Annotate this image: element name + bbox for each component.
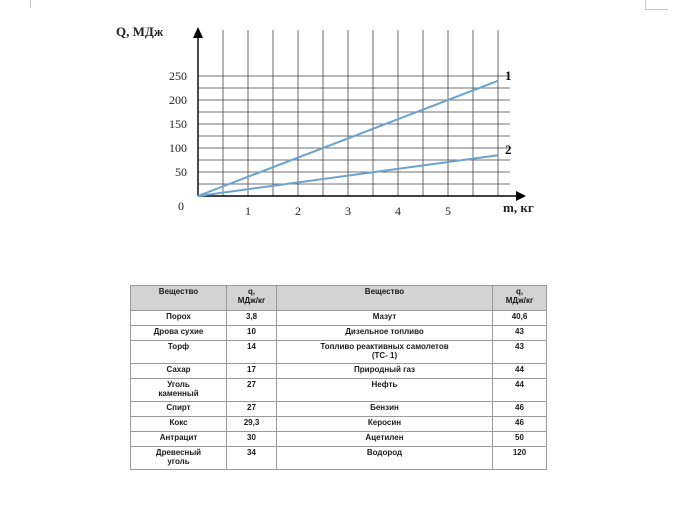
substance-cell: Дрова сухие: [131, 326, 227, 341]
substance-cell: Керосин: [277, 417, 493, 432]
q-cell: 29,3: [227, 417, 277, 432]
substance-cell: Мазут: [277, 311, 493, 326]
y-tick-label: 150: [169, 117, 187, 131]
x-tick-label: 2: [295, 204, 301, 218]
header-substance-2: Вещество: [277, 286, 493, 311]
x-tick-label: 3: [345, 204, 351, 218]
substance-cell: Торф: [131, 341, 227, 364]
table-row: [131, 417, 547, 432]
y-tick-label: 200: [169, 93, 187, 107]
origin-label: 0: [178, 199, 184, 213]
table-row: [131, 341, 547, 364]
q-cell: 3,8: [227, 311, 277, 326]
heat-of-combustion-table-wrapper: [130, 285, 546, 470]
y-tick-label: 250: [169, 69, 187, 83]
table-row: [131, 432, 547, 447]
table-body: [131, 311, 547, 470]
q-cell: 10: [227, 326, 277, 341]
header-q-1: q, МДж/кг: [227, 286, 277, 311]
table-row: [131, 326, 547, 341]
q-cell: 40,6: [493, 311, 547, 326]
substance-cell: Спирт: [131, 402, 227, 417]
substance-cell: Топливо реактивных самолетов (ТС- 1): [277, 341, 493, 364]
x-axis-label: m, кг: [503, 200, 534, 215]
y-axis-arrow-icon: [193, 27, 203, 38]
y-tick-label: 100: [169, 141, 187, 155]
x-tick-label: 5: [445, 204, 451, 218]
table-row: [131, 311, 547, 326]
substance-cell: Кокс: [131, 417, 227, 432]
header-q-2: q, МДж/кг: [493, 286, 547, 311]
q-cell: 27: [227, 379, 277, 402]
heat-of-combustion-table: [130, 285, 547, 470]
substance-cell: Водород: [277, 447, 493, 470]
substance-cell: Уголь каменный: [131, 379, 227, 402]
chart-grid: [198, 30, 510, 196]
substance-cell: Ацетилен: [277, 432, 493, 447]
substance-cell: Бензин: [277, 402, 493, 417]
q-cell: 14: [227, 341, 277, 364]
series-label-1: 1: [505, 67, 512, 83]
q-cell: 43: [493, 326, 547, 341]
q-cell: 27: [227, 402, 277, 417]
q-cell: 120: [493, 447, 547, 470]
q-cell: 44: [493, 379, 547, 402]
substance-cell: Сахар: [131, 364, 227, 379]
substance-cell: Антрацит: [131, 432, 227, 447]
q-cell: 46: [493, 402, 547, 417]
substance-cell: Нефть: [277, 379, 493, 402]
table-row: [131, 364, 547, 379]
q-cell: 30: [227, 432, 277, 447]
substance-cell: Древесный уголь: [131, 447, 227, 470]
substance-cell: Дизельное топливо: [277, 326, 493, 341]
x-tick-label: 4: [395, 204, 401, 218]
table-row: [131, 447, 547, 470]
series-label-2: 2: [505, 142, 512, 158]
q-cell: 17: [227, 364, 277, 379]
table-row: [131, 379, 547, 402]
y-axis-label: Q, МДж: [116, 24, 164, 39]
q-cell: 43: [493, 341, 547, 364]
x-tick-label: 1: [245, 204, 251, 218]
substance-cell: Природный газ: [277, 364, 493, 379]
y-tick-label: 50: [175, 165, 187, 179]
header-substance-1: Вещество: [131, 286, 227, 311]
q-cell: 34: [227, 447, 277, 470]
q-cell: 46: [493, 417, 547, 432]
q-cell: 44: [493, 364, 547, 379]
table-header-row: [131, 286, 547, 311]
chart-series: [198, 68, 512, 196]
substance-cell: Порох: [131, 311, 227, 326]
q-cell: 50: [493, 432, 547, 447]
table-row: [131, 402, 547, 417]
